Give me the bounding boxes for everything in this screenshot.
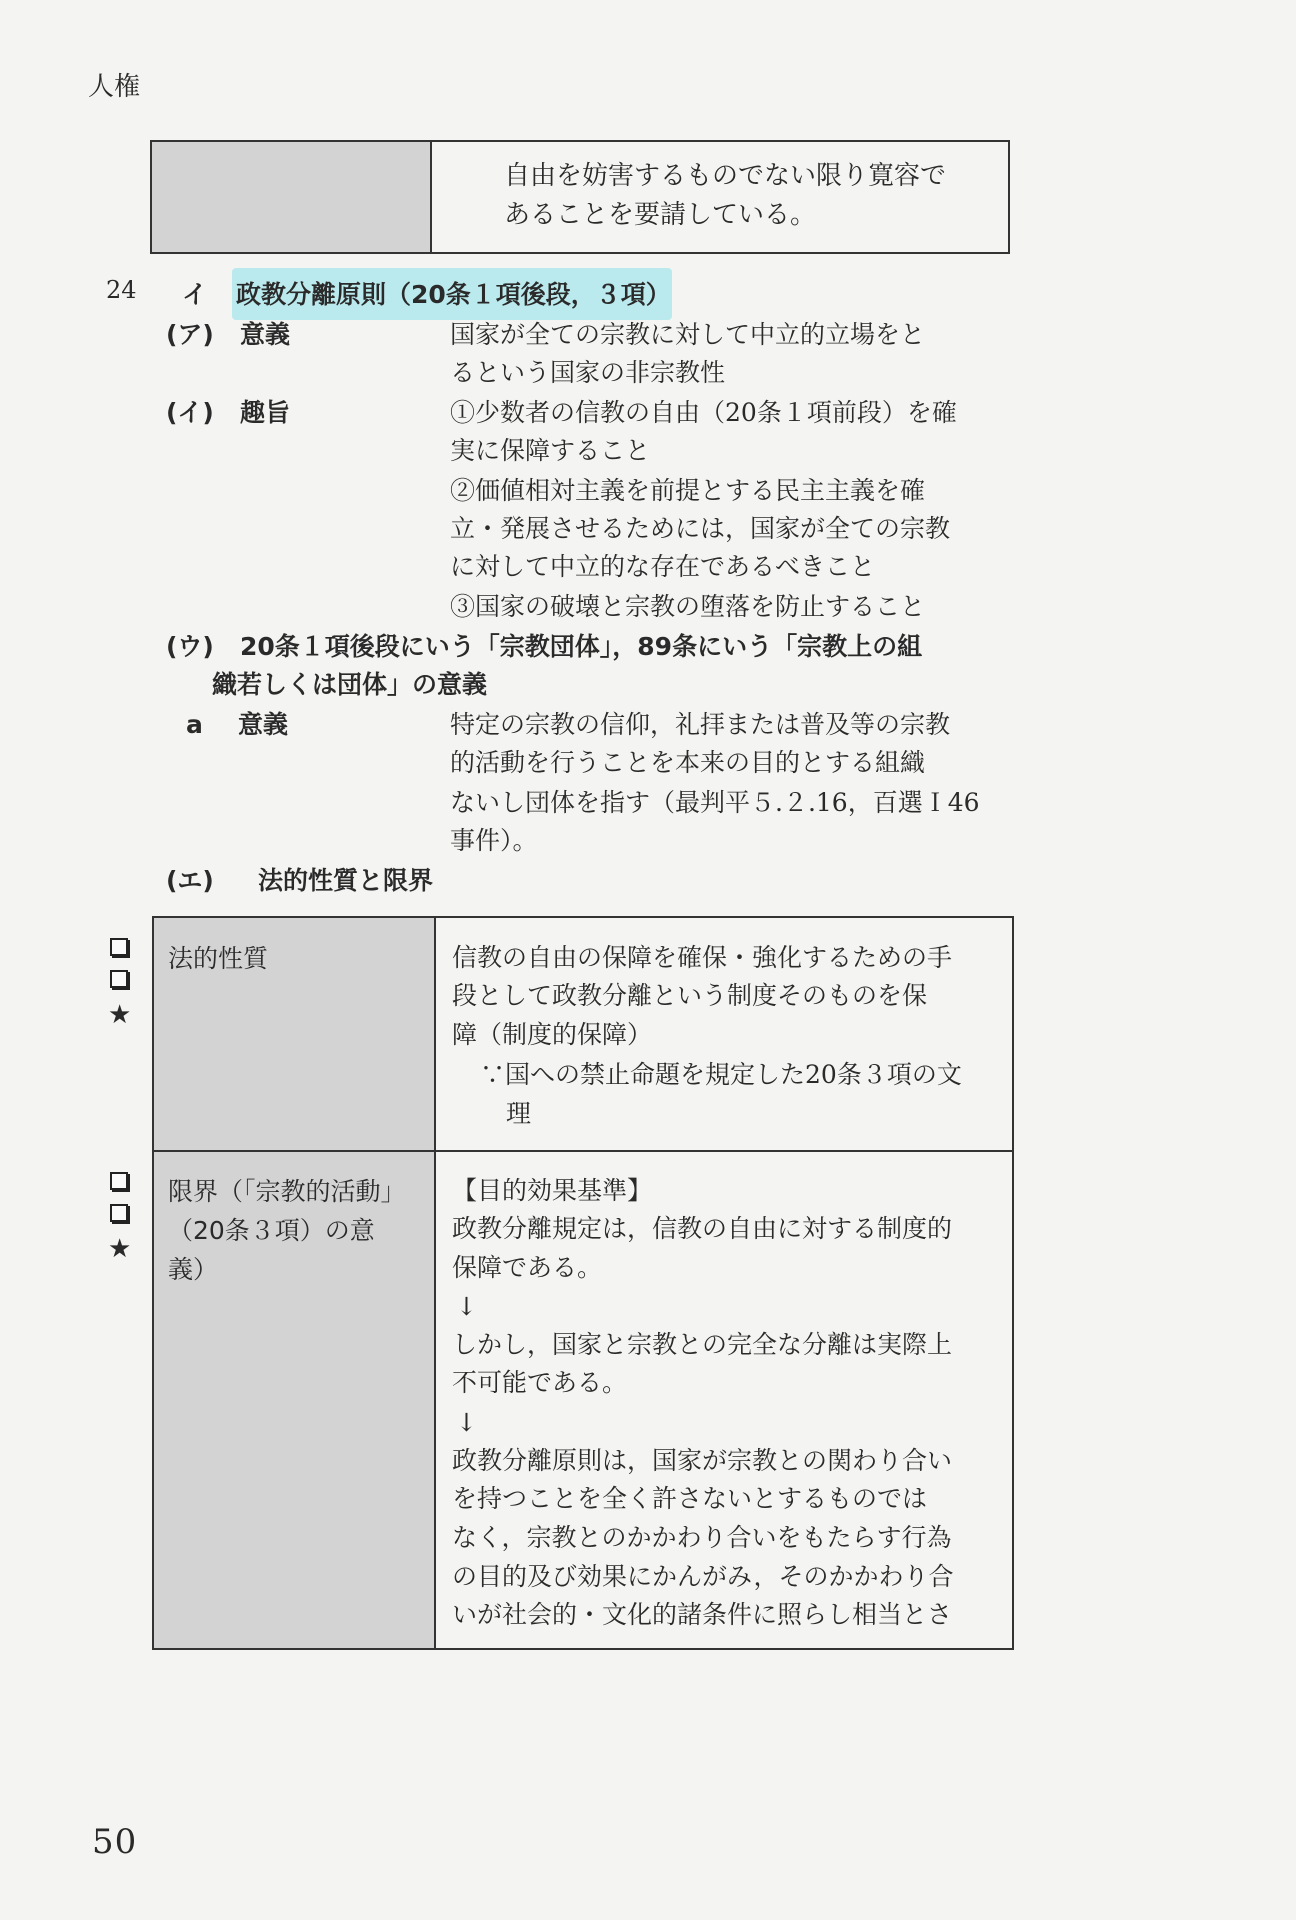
row2-label-line-3: 義） <box>168 1255 219 1284</box>
row1-line-4: ∵国への禁止命題を規定した20条３項の文 <box>480 1060 962 1089</box>
row2-line-8: 政教分離原則は，国家が宗教との関わり合い <box>452 1446 953 1475</box>
margin-number: 24 <box>106 276 137 304</box>
continued-table-label-cell <box>152 142 432 252</box>
item-i-label: (イ) <box>166 398 214 427</box>
item-a-line-1: 国家が全ての宗教に対して中立的立場をと <box>450 320 926 349</box>
table1-line-1: 自由を妨害するものでない限り寛容で <box>504 161 947 191</box>
item-i-line-4: 立・発展させるためには，国家が全ての宗教 <box>450 514 951 543</box>
row1-line-2: 段として政教分離という制度そのものを保 <box>452 981 928 1010</box>
row2-line-1: 【目的効果基準】 <box>452 1176 653 1205</box>
down-arrow-1: ↓ <box>456 1292 477 1321</box>
row2-line-10: なく，宗教とのかかわり合いをもたらす行為 <box>452 1523 952 1552</box>
item-u-line-2: 的活動を行うことを本来の目的とする組織 <box>450 748 926 777</box>
item-i-line-5: に対して中立的な存在であるべきこと <box>450 552 876 581</box>
review-checkbox[interactable] <box>110 1172 128 1190</box>
page-number: 50 <box>92 1822 138 1862</box>
importance-star-icon: ★ <box>108 1234 132 1264</box>
item-e-label: (エ) <box>166 866 214 895</box>
heading-i-label: イ <box>182 280 208 309</box>
item-u-line-4: 事件）。 <box>450 826 538 855</box>
row1-line-3: 障（制度的保障） <box>452 1020 653 1049</box>
item-u-sub-term: 意義 <box>238 710 289 739</box>
item-i-line-3: ②価値相対主義を前提とする民主主義を確 <box>450 476 926 505</box>
item-u-sub-label: a <box>186 710 203 739</box>
item-u-title-line-2: 織若しくは団体」の意義 <box>212 670 488 699</box>
row2-line-3: 保障である。 <box>452 1253 603 1282</box>
item-a-line-2: るという国家の非宗教性 <box>450 358 726 387</box>
running-head: 人権 <box>88 72 141 102</box>
item-u-line-3: ないし団体を指す（最判平５.２.16，百選Ｉ46 <box>450 788 980 817</box>
item-u-label: (ウ) <box>166 632 214 661</box>
item-i-line-6: ③国家の破壊と宗教の堕落を防止すること <box>450 592 926 621</box>
table1-line-2: あることを要請している。 <box>504 200 817 230</box>
row2-line-6: 不可能である。 <box>452 1368 628 1397</box>
review-checkbox[interactable] <box>110 970 128 988</box>
down-arrow-2: ↓ <box>456 1408 477 1437</box>
row2-line-11: の目的及び効果にかんがみ，そのかかわり合 <box>452 1562 954 1591</box>
review-checkbox[interactable] <box>110 938 128 956</box>
row1-label: 法的性質 <box>168 944 269 973</box>
review-checkbox[interactable] <box>110 1204 128 1222</box>
row2-line-2: 政教分離規定は，信教の自由に対する制度的 <box>452 1214 953 1243</box>
continued-table <box>150 140 1010 254</box>
heading-i-title: 政教分離原則（20条１項後段，３項） <box>236 280 671 309</box>
item-i-line-1: ①少数者の信教の自由（20条１項前段）を確 <box>450 398 957 427</box>
row2-line-5: しかし，国家と宗教との完全な分離は実際上 <box>452 1330 953 1359</box>
row1-line-1: 信教の自由の保障を確保・強化するための手 <box>452 943 953 972</box>
importance-star-icon: ★ <box>108 1000 132 1030</box>
item-a-label: (ア) <box>166 320 214 349</box>
row2-label-line-1: 限界（「宗教的活動」 <box>168 1177 406 1206</box>
row1-line-5: 理 <box>506 1099 532 1128</box>
item-i-line-2: 実に保障すること <box>450 436 651 465</box>
item-u-line-1: 特定の宗教の信仰，礼拝または普及等の宗教 <box>450 710 951 739</box>
table-row-divider <box>154 1150 1012 1152</box>
item-e-title: 法的性質と限界 <box>258 866 434 895</box>
item-a-term: 意義 <box>240 320 291 349</box>
item-i-term: 趣旨 <box>240 398 291 427</box>
row2-line-12: いが社会的・文化的諸条件に照らし相当とさ <box>452 1600 953 1629</box>
row2-label-line-2: （20条３項）の意 <box>168 1216 375 1245</box>
row2-line-9: を持つことを全く許さないとするものでは <box>452 1484 928 1513</box>
item-u-title-line-1: 20条１項後段にいう「宗教団体」，89条にいう「宗教上の組 <box>240 632 923 661</box>
